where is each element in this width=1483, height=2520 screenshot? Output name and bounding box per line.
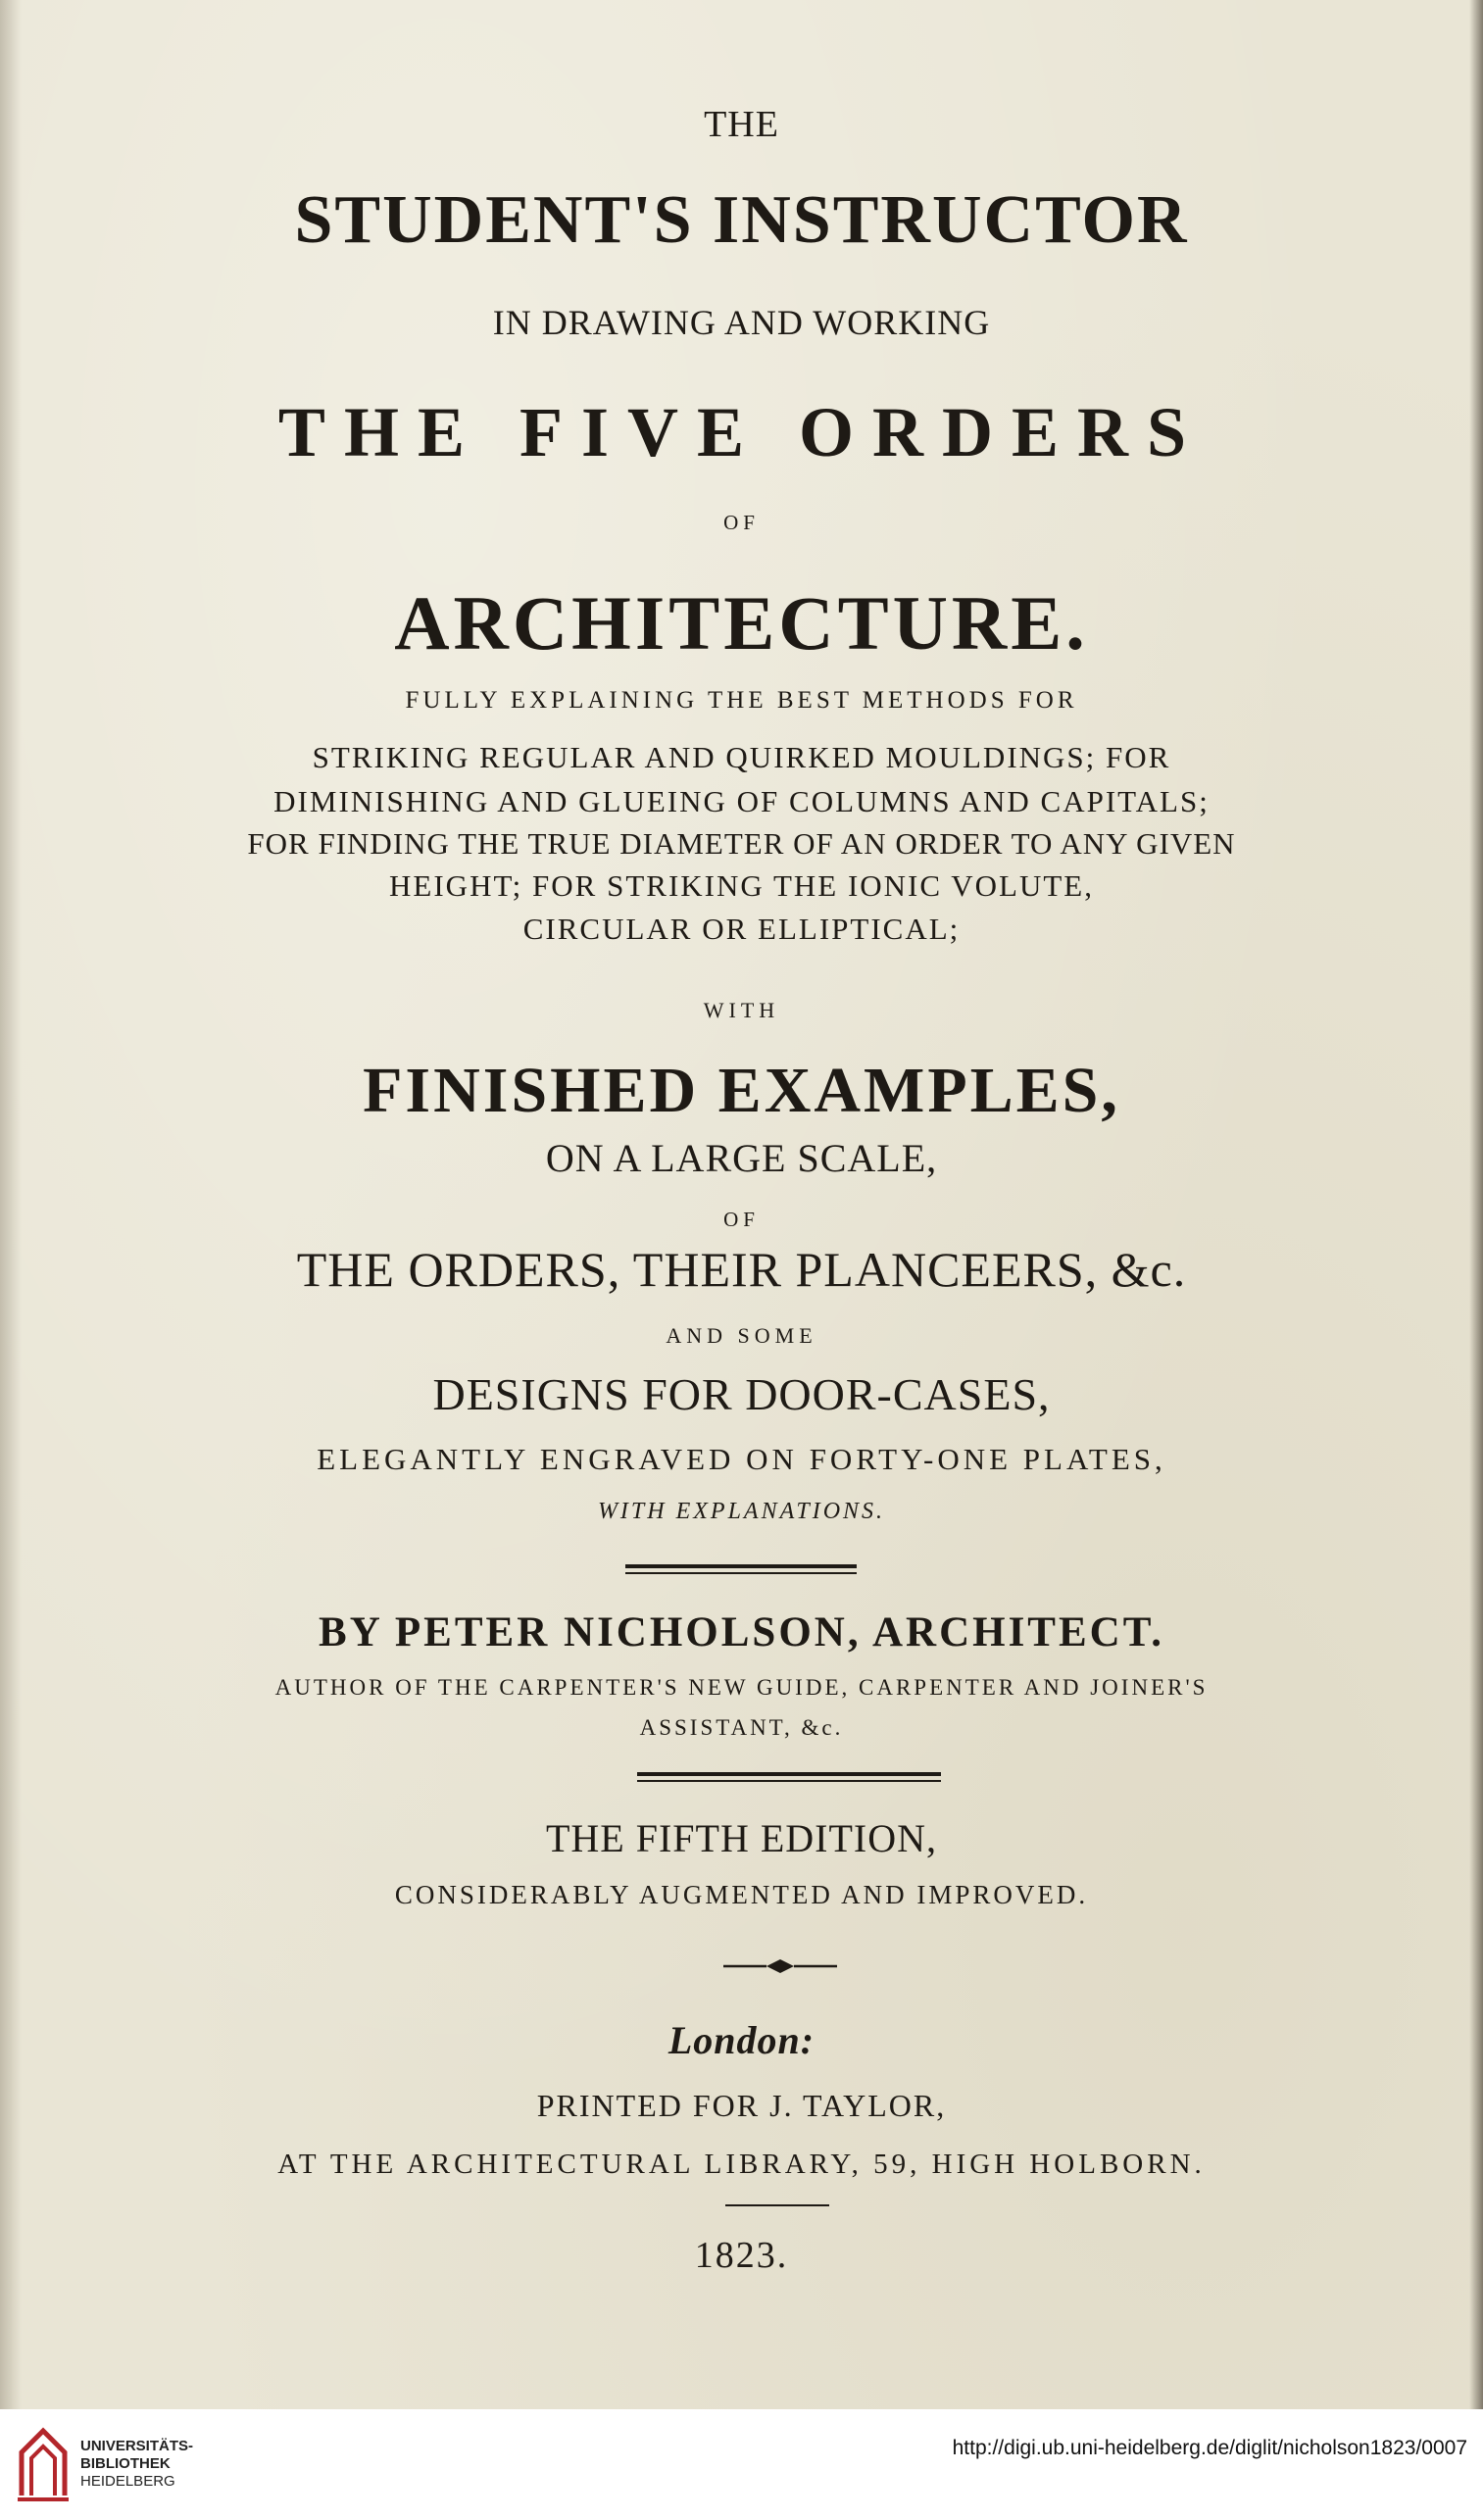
year-rule — [725, 2204, 829, 2206]
description-line-3: DIMINISHING AND GLUEING OF COLUMNS AND CAPITALS; — [273, 784, 1210, 818]
city-blackletter: London: — [667, 2018, 816, 2062]
of-connector-2: OF — [723, 1208, 760, 1231]
with-connector: WITH — [703, 998, 780, 1022]
subtitle: IN DRAWING AND WORKING — [492, 303, 991, 342]
description-line-6: CIRCULAR OR ELLIPTICAL; — [522, 912, 961, 946]
edition-note-line: CONSIDERABLY AUGMENTED AND IMPROVED. — [394, 1880, 1089, 1909]
divider-rule-2-thin — [637, 1780, 941, 1782]
author-works-line-1: AUTHOR OF THE CARPENTER'S NEW GUIDE, CARPENTER AND JOINER'S — [274, 1675, 1209, 1700]
divider-rule-2 — [637, 1772, 941, 1776]
digital-copy-link[interactable]: http://digi.ub.uni-heidelberg.de/diglit/nicholson1823/0007 — [952, 2437, 1467, 2459]
year-line: 1823. — [694, 2235, 789, 2276]
description-line-2: STRIKING REGULAR AND QUIRKED MOULDINGS; FOR — [312, 740, 1171, 774]
university-library-logo-icon — [14, 2423, 73, 2505]
description-line-5: HEIGHT; FOR STRIKING THE IONIC VOLUTE, — [389, 868, 1094, 903]
orders-planceers-line: THE ORDERS, THEIR PLANCEERS, &c. — [296, 1242, 1187, 1297]
main-title: STUDENT'S INSTRUCTOR — [294, 182, 1189, 258]
ornament-dash — [723, 1956, 837, 1976]
explanations-line: WITH EXPLANATIONS. — [597, 1499, 886, 1524]
architecture-heading: ARCHITECTURE. — [394, 580, 1089, 666]
engraved-line: ELEGANTLY ENGRAVED ON FORTY-ONE PLATES, — [317, 1442, 1166, 1476]
of-connector-1: OF — [723, 511, 760, 534]
logo-text-line-3: HEIDELBERG — [80, 2473, 175, 2490]
designs-line: DESIGNS FOR DOOR-CASES, — [432, 1369, 1051, 1419]
description-line-4: FOR FINDING THE TRUE DIAMETER OF AN ORDER TO ANY GIVEN — [247, 826, 1236, 861]
author-works-line-2: ASSISTANT, &c. — [639, 1715, 844, 1740]
logo-text-line-2: BIBLIOTHEK — [80, 2455, 171, 2472]
author-line: BY PETER NICHOLSON, ARCHITECT. — [319, 1609, 1164, 1655]
logo-text-line-1: UNIVERSITÄTS- — [80, 2438, 194, 2454]
large-scale-line: ON A LARGE SCALE, — [545, 1136, 938, 1180]
finished-examples-heading: FINISHED EXAMPLES, — [363, 1055, 1120, 1126]
library-footer — [0, 2409, 1483, 2520]
and-some-connector: AND SOME — [666, 1323, 817, 1348]
printer-line: PRINTED FOR J. TAYLOR, — [536, 2088, 947, 2123]
five-orders-heading: THE FIVE ORDERS — [277, 393, 1206, 471]
divider-rule-1-thin — [625, 1572, 857, 1574]
title-the: THE — [704, 104, 779, 145]
edition-line: THE FIFTH EDITION, — [545, 1816, 938, 1860]
divider-rule-1 — [625, 1564, 857, 1568]
description-line-1: FULLY EXPLAINING THE BEST METHODS FOR — [405, 687, 1078, 714]
address-line: AT THE ARCHITECTURAL LIBRARY, 59, HIGH HOLBORN. — [277, 2149, 1206, 2180]
